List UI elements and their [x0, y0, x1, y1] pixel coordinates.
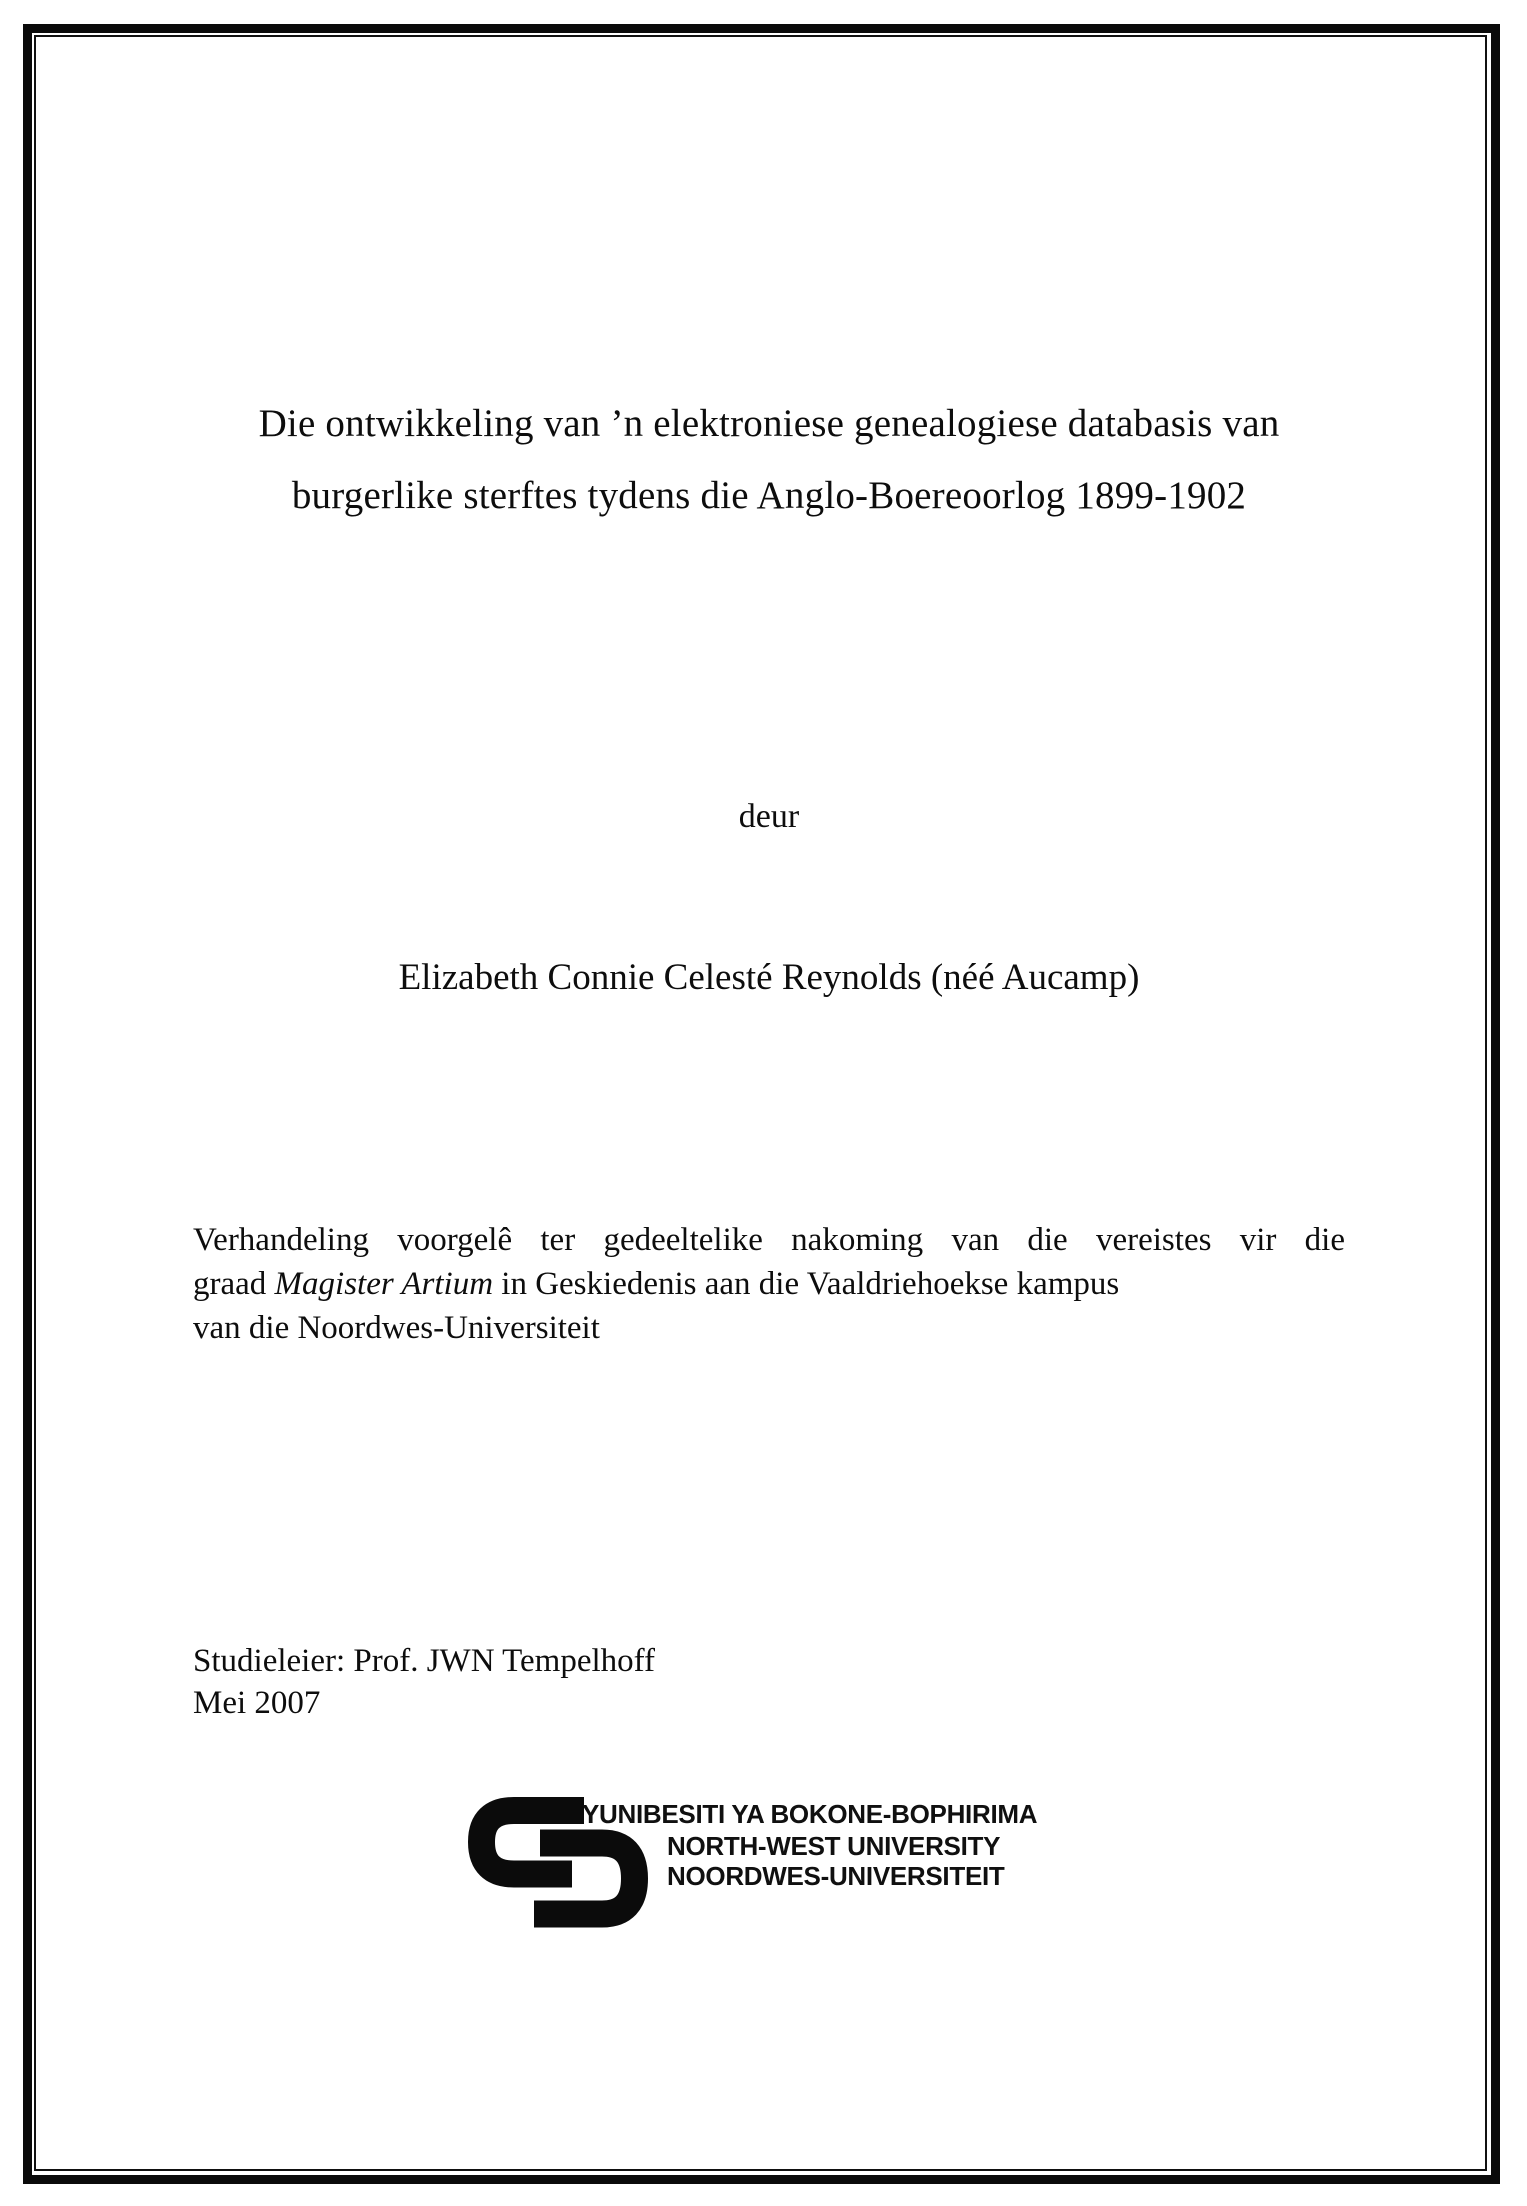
author-name: Elizabeth Connie Celesté Reynolds (néé Aucamp) [398, 957, 1140, 998]
degree-statement-line-3: van die Noordwes-Universiteit [193, 1310, 600, 1346]
degree-name-italic: Magister Artium [274, 1266, 494, 1302]
degree-statement-line-2-prefix: graad [193, 1266, 275, 1302]
logo-text-line-3: NOORDWES-UNIVERSITEIT [667, 1861, 1005, 1891]
degree-statement-line-2-suffix: in Geskiedenis aan die Vaaldriehoekse kampus [493, 1266, 1120, 1302]
degree-statement [193, 1218, 1345, 1350]
supervisor-block [193, 1640, 1345, 1724]
thesis-title-line-1: Die ontwikkeling van ’n elektroniese genealogiese databasis van [258, 402, 1280, 445]
degree-statement-line-2 [193, 1262, 1345, 1306]
byline-deur: deur [738, 798, 800, 835]
logo-text-line-1: YUNIBESITI YA BOKONE-BOPHIRIMA [582, 1799, 1038, 1829]
thesis-title [193, 388, 1345, 532]
thesis-title-line-2: burgerlike sterftes tydens die Anglo-Boereoorlog 1899-1902 [291, 474, 1247, 517]
supervisor-line: Studieleier: Prof. JWN Tempelhoff [193, 1643, 656, 1679]
date-line: Mei 2007 [193, 1685, 321, 1721]
logo-text-line-2: NORTH-WEST UNIVERSITY [667, 1831, 1001, 1861]
degree-statement-line-1: Verhandeling voorgelê ter gedeeltelike nakoming van die vereistes vir die [193, 1222, 1345, 1258]
